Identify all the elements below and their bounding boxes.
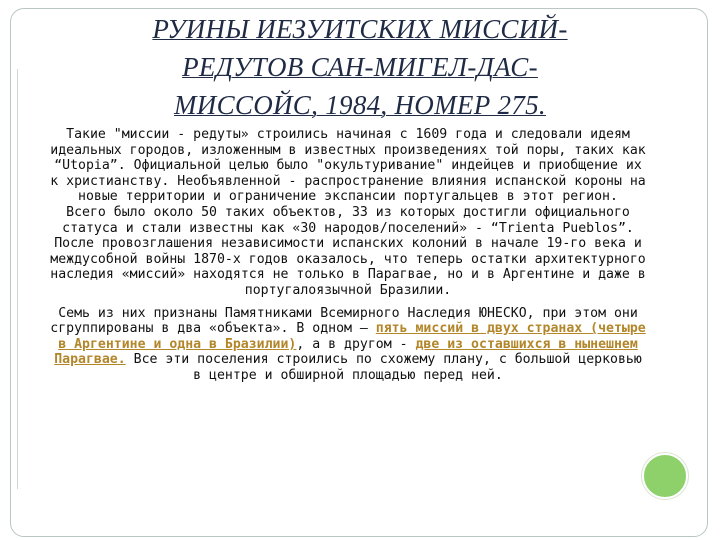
- title-line-1: РУИНЫ ИЕЗУИТСКИХ МИССИЙ-: [152, 14, 568, 44]
- frame-left-decoration: [11, 69, 18, 489]
- link-five-missions[interactable]: пять миссий в двух странах (четыре в Аргентине и одна в Бразилии): [58, 321, 646, 352]
- slide-body: [48, 127, 648, 384]
- paragraph-3-text-1: Семь из них признаны Памятниками Всемирного Наследия ЮНЕСКО, при этом они сгруппированы в два «объекта». В одном –: [50, 305, 638, 337]
- link-two-missions-paraguay[interactable]: две из оставшихся в нынешнем Парагвае.: [54, 336, 638, 368]
- paragraph-3-text-3: Все эти поселения строились по схожему плану, с большой церковью в центре и обширной площадью перед ней.: [133, 352, 642, 383]
- title-line-2: РЕДУТОВ САН-МИГЕЛ-ДАС-: [182, 52, 538, 82]
- slide-title: [80, 10, 640, 124]
- paragraph-2: Всего было около 50 таких объектов, 33 из которых достигли официального статуса и стали известны как «30 народов/поселений» - “Trienta Pueblos”. После провозглашения независимости испанских колоний в начале 19-го века и междусобной войны 1870-х годов оказалось, что теперь остатки архитектурного наследия «миссий» находятся не только в Парагвае, но и в Аргентине и даже в португалоязычной Бразилии.: [50, 204, 646, 298]
- title-line-3: МИССОЙС, 1984, НОМЕР 275.: [174, 90, 546, 120]
- paragraph-1: Такие "миссии - редуты» строились начиная с 1609 года и следовали идеям идеальных городов, изложенным в известных произведениях той поры, таких как “Utopia”. Официальной целью было "окультуривание" индейцев и приобщение их к христианству. Необъявленной - распространение влияния испанской короны на новые территории и ограничение экспансии португальцев в этот регион.: [50, 127, 646, 205]
- paragraph-3-text-2: , а в другом -: [296, 336, 408, 352]
- decorative-green-circle: [642, 453, 688, 499]
- paragraph-3: [48, 306, 648, 384]
